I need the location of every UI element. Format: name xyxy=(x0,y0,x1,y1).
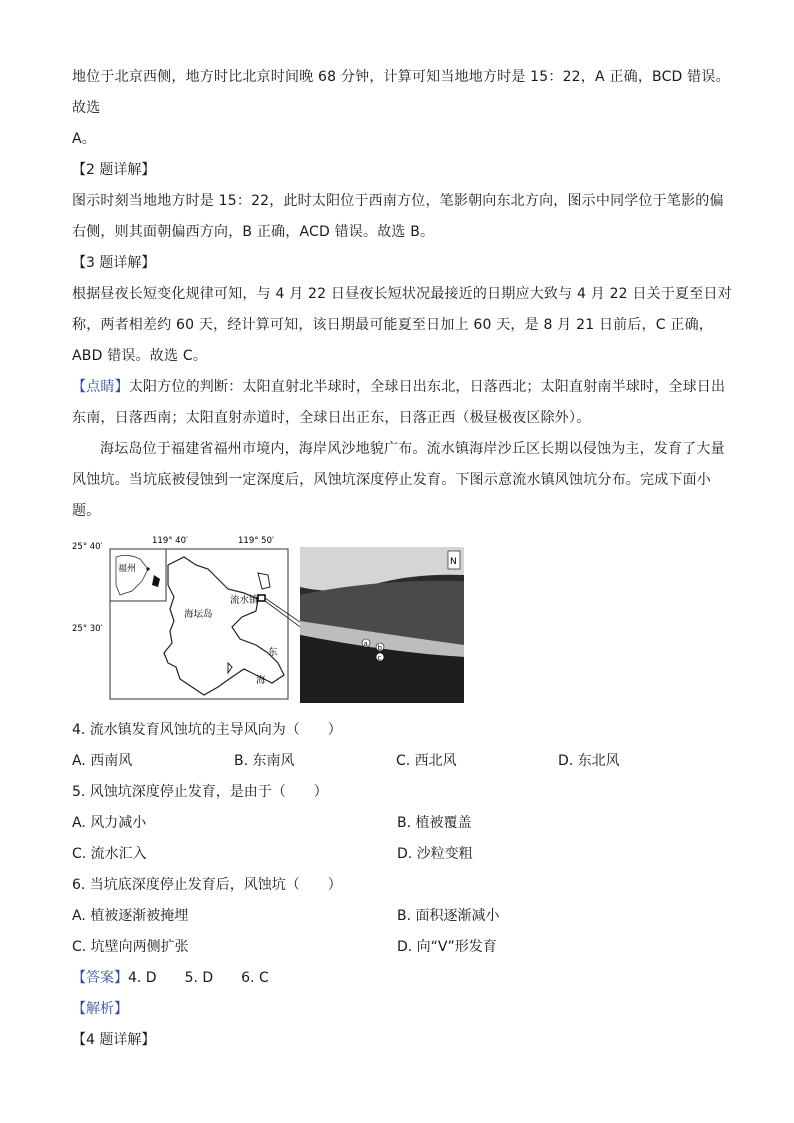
q4-option-a[interactable]: A. 西南风 xyxy=(72,753,133,769)
paragraph-q2-explanation: 图示时刻当地地方时是 15：22，此时太阳位于西南方位，笔影朝向东北方向，图示中同学位于笔影的偏右侧，则其面朝偏西方向，B 正确，ACD 错误。故选 B。 xyxy=(72,193,724,240)
lon-label-left: 119° 40′ xyxy=(152,536,188,546)
paragraph-q1-explanation xyxy=(72,62,732,155)
q5-option-c[interactable]: C. 流水汇入 xyxy=(72,846,147,862)
town-label: 流水镇 xyxy=(230,595,259,606)
tip-label: 【点睛】 xyxy=(72,379,129,395)
tip-text: 太阳方位的判断：太阳直射北半球时，全球日出东北，日落西北；太阳直射南半球时，全球日出东南，日落西南；太阳直射赤道时，全球日出正东，日落正西（极昼极夜区除外）。 xyxy=(72,379,726,426)
q5-option-b[interactable]: B. 植被覆盖 xyxy=(397,815,472,831)
lon-label-right: 119° 50′ xyxy=(238,536,274,546)
lat-label-bottom: 25° 30′ xyxy=(72,624,103,634)
figure-map-and-photo xyxy=(72,535,732,705)
heading-q3-detail: 【3 题详解】 xyxy=(72,255,156,271)
q4-option-c[interactable]: C. 西北风 xyxy=(396,753,457,769)
island-label: 海坛岛 xyxy=(184,609,213,620)
fuzhou-dot xyxy=(146,567,149,570)
q5-option-d[interactable]: D. 沙粒变粗 xyxy=(397,846,473,862)
inset-map-frame xyxy=(110,549,166,601)
paragraph-q3-explanation: 根据昼夜长短变化规律可知，与 4 月 22 日昼夜长短状况最接近的日期应大致与 4 月 22 日关于夏至日对称，两者相差约 60 天，经计算可知，该日期最可能夏至日加上 60 天，是 8 月 21 日前后，C 正确，ABD 错误。故选 C。 xyxy=(72,286,732,364)
question-5-options-row2 xyxy=(72,839,732,870)
question-4-stem: 4. 流水镇发育风蚀坑的主导风向为（ ） xyxy=(72,722,342,738)
pit-label-c: c xyxy=(377,654,382,662)
paragraph-intro: 海坛岛位于福建省福州市境内，海岸风沙地貌广布。流水镇海岸沙丘区长期以侵蚀为主，发育了大量风蚀坑。当坑底被侵蚀到一定深度后，风蚀坑深度停止发育。下图示意流水镇风蚀坑分布。完成下面小题。 xyxy=(72,441,725,519)
q6-option-d[interactable]: D. 向“V”形发育 xyxy=(397,939,497,955)
sea-label-east: 东 xyxy=(268,647,278,658)
answer-label: 【答案】 xyxy=(72,970,128,986)
question-6-options-row2 xyxy=(72,932,732,963)
text-line: 地位于北京西侧，地方时比北京时间晚 68 分钟，计算可知当地地方时是 15：22，A 正确，BCD 错误。故选 xyxy=(72,69,730,116)
lat-label-top: 25° 40′ xyxy=(72,542,103,552)
heading-q2-detail: 【2 题详解】 xyxy=(72,162,156,178)
q6-option-c[interactable]: C. 坑壁向两侧扩张 xyxy=(72,939,189,955)
answer-text: 4. D 5. D 6. C xyxy=(128,970,269,986)
question-5-options-row1 xyxy=(72,808,732,839)
inset-label-fuzhou: 福州 xyxy=(118,564,137,574)
q5-option-a[interactable]: A. 风力减小 xyxy=(72,815,147,831)
document-page xyxy=(72,62,732,1056)
q6-option-a[interactable]: A. 植被逐渐被掩埋 xyxy=(72,908,189,924)
question-5-stem: 5. 风蚀坑深度停止发育，是由于（ ） xyxy=(72,784,328,800)
answer-line xyxy=(72,963,732,994)
q6-option-b[interactable]: B. 面积逐渐减小 xyxy=(397,908,500,924)
question-4-options xyxy=(72,746,732,777)
north-arrow-label: N xyxy=(450,557,457,567)
analysis-label: 【解析】 xyxy=(72,1001,128,1017)
heading-q4-detail: 【4 题详解】 xyxy=(72,1032,156,1048)
pit-label-b: b xyxy=(377,644,382,652)
pit-label-a: a xyxy=(363,640,368,648)
figure-svg xyxy=(72,535,472,705)
text-line: A。 xyxy=(72,131,96,147)
question-6-options-row1 xyxy=(72,901,732,932)
sea-label-sea: 海 xyxy=(256,675,266,686)
q4-option-d[interactable]: D. 东北风 xyxy=(558,753,620,769)
q4-option-b[interactable]: B. 东南风 xyxy=(234,753,295,769)
question-6-stem: 6. 当坑底深度停止发育后，风蚀坑（ ） xyxy=(72,877,342,893)
paragraph-tip xyxy=(72,372,732,434)
